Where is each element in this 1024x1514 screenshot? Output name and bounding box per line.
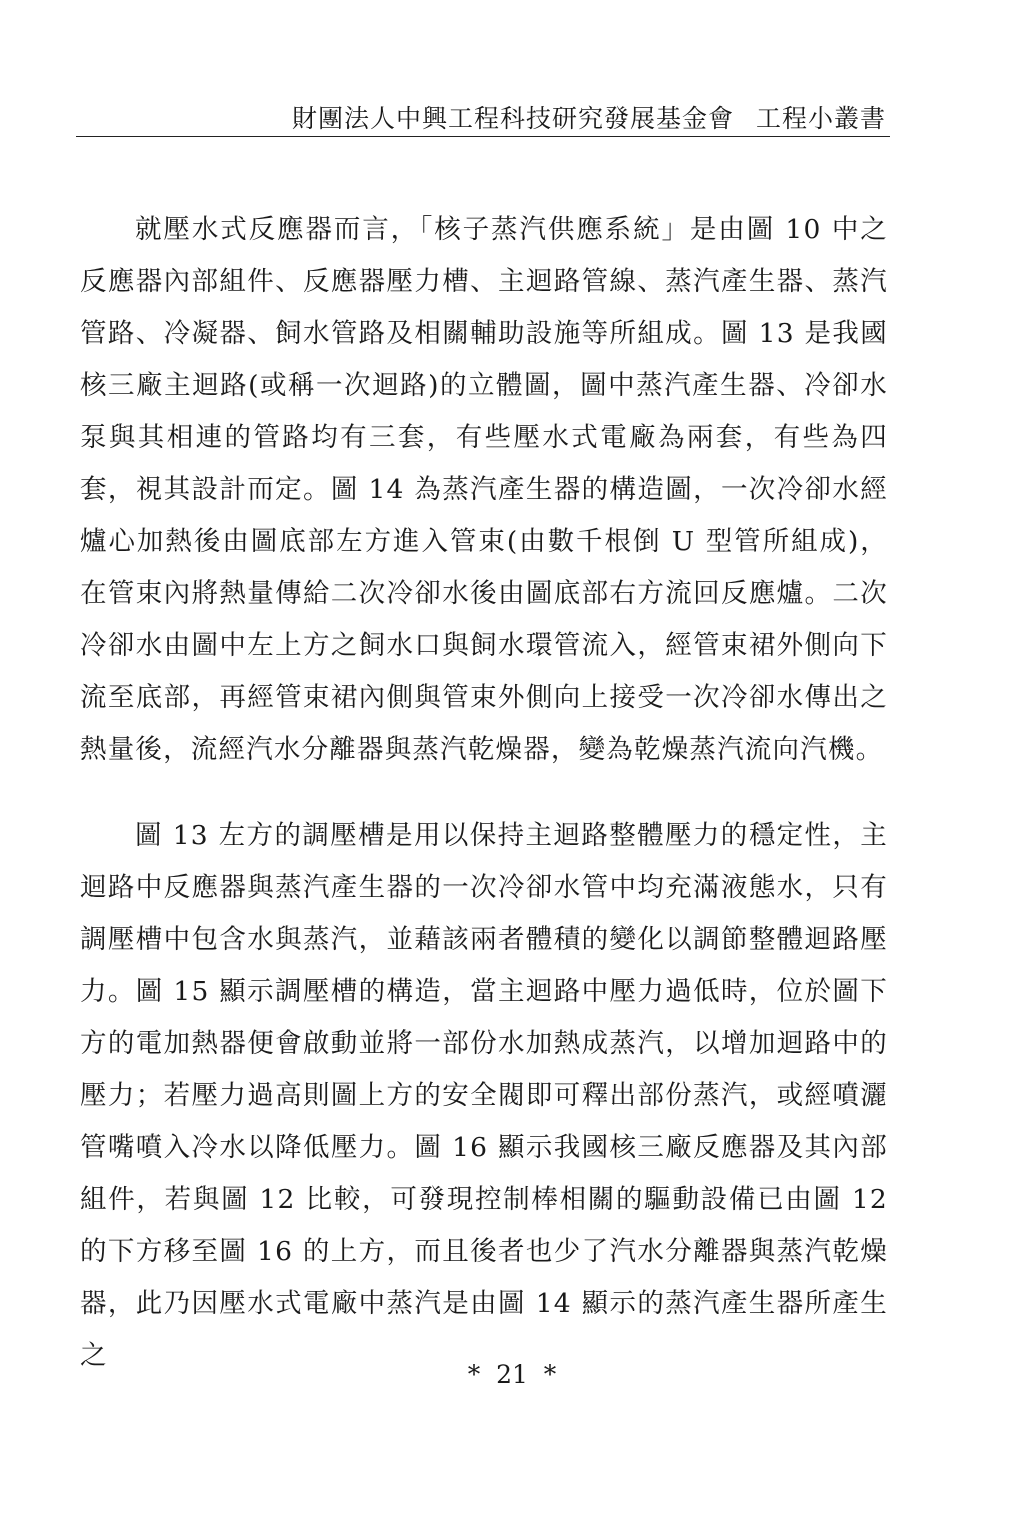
header-organization: 財團法人中興工程科技研究發展基金會: [291, 104, 734, 133]
header-series: 工程小叢書: [755, 104, 886, 133]
body-paragraph-2: 圖 13 左方的調壓槽是用以保持主迴路整體壓力的穩定性，主迴路中反應器與蒸汽產生器的一次冷卻水管中均充滿液態水，只有調壓槽中包含水與蒸汽，並藉該兩者體積的變化以調節整體迴路壓力。圖 15 顯示調壓槽的構造，當主迴路中壓力過低時，位於圖下方的電加熱器便會啟動並將一部份水加熱成蒸汽，以增加迴路中的壓力；若壓力過高則圖上方的安全閥即可釋出部份蒸汽，或經噴灑管嘴噴入冷水以降低壓力。圖 16 顯示我國核三廠反應器及其內部組件，若與圖 12 比較，可發現控制棒相關的驅動設備已由圖 12 的下方移至圖 16 的上方，而且後者也少了汽水分離器與蒸汽乾燥器，此乃因壓水式電廠中蒸汽是由圖 14 顯示的蒸汽產生器所產生之: [80, 820, 888, 1371]
body-paragraph-1: 就壓水式反應器而言，「核子蒸汽供應系統」是由圖 10 中之反應器內部組件、反應器壓力槽、主迴路管線、蒸汽產生器、蒸汽管路、冷凝器、飼水管路及相關輔助設施等所組成。圖 13 是我國核三廠主迴路(或稱一次迴路)的立體圖，圖中蒸汽產生器、冷卻水泵與其相連的管路均有三套，有些壓水式電廠為兩套，有些為四套，視其設計而定。圖 14 為蒸汽產生器的構造圖，一次冷卻水經爐心加熱後由圖底部左方進入管束(由數千根倒 U 型管所組成)，在管束內將熱量傳給二次冷卻水後由圖底部右方流回反應爐。二次冷卻水由圖中左上方之飼水口與飼水環管流入，經管束裙外側向下流至底部，再經管束裙內側與管束外側向上接受一次冷卻水傳出之熱量後，流經汽水分離器與蒸汽乾燥器，變為乾燥蒸汽流向汽機。: [80, 214, 888, 765]
header-rule: [76, 136, 890, 137]
running-header: [78, 103, 886, 135]
page-number: * 21 *: [467, 1360, 557, 1389]
